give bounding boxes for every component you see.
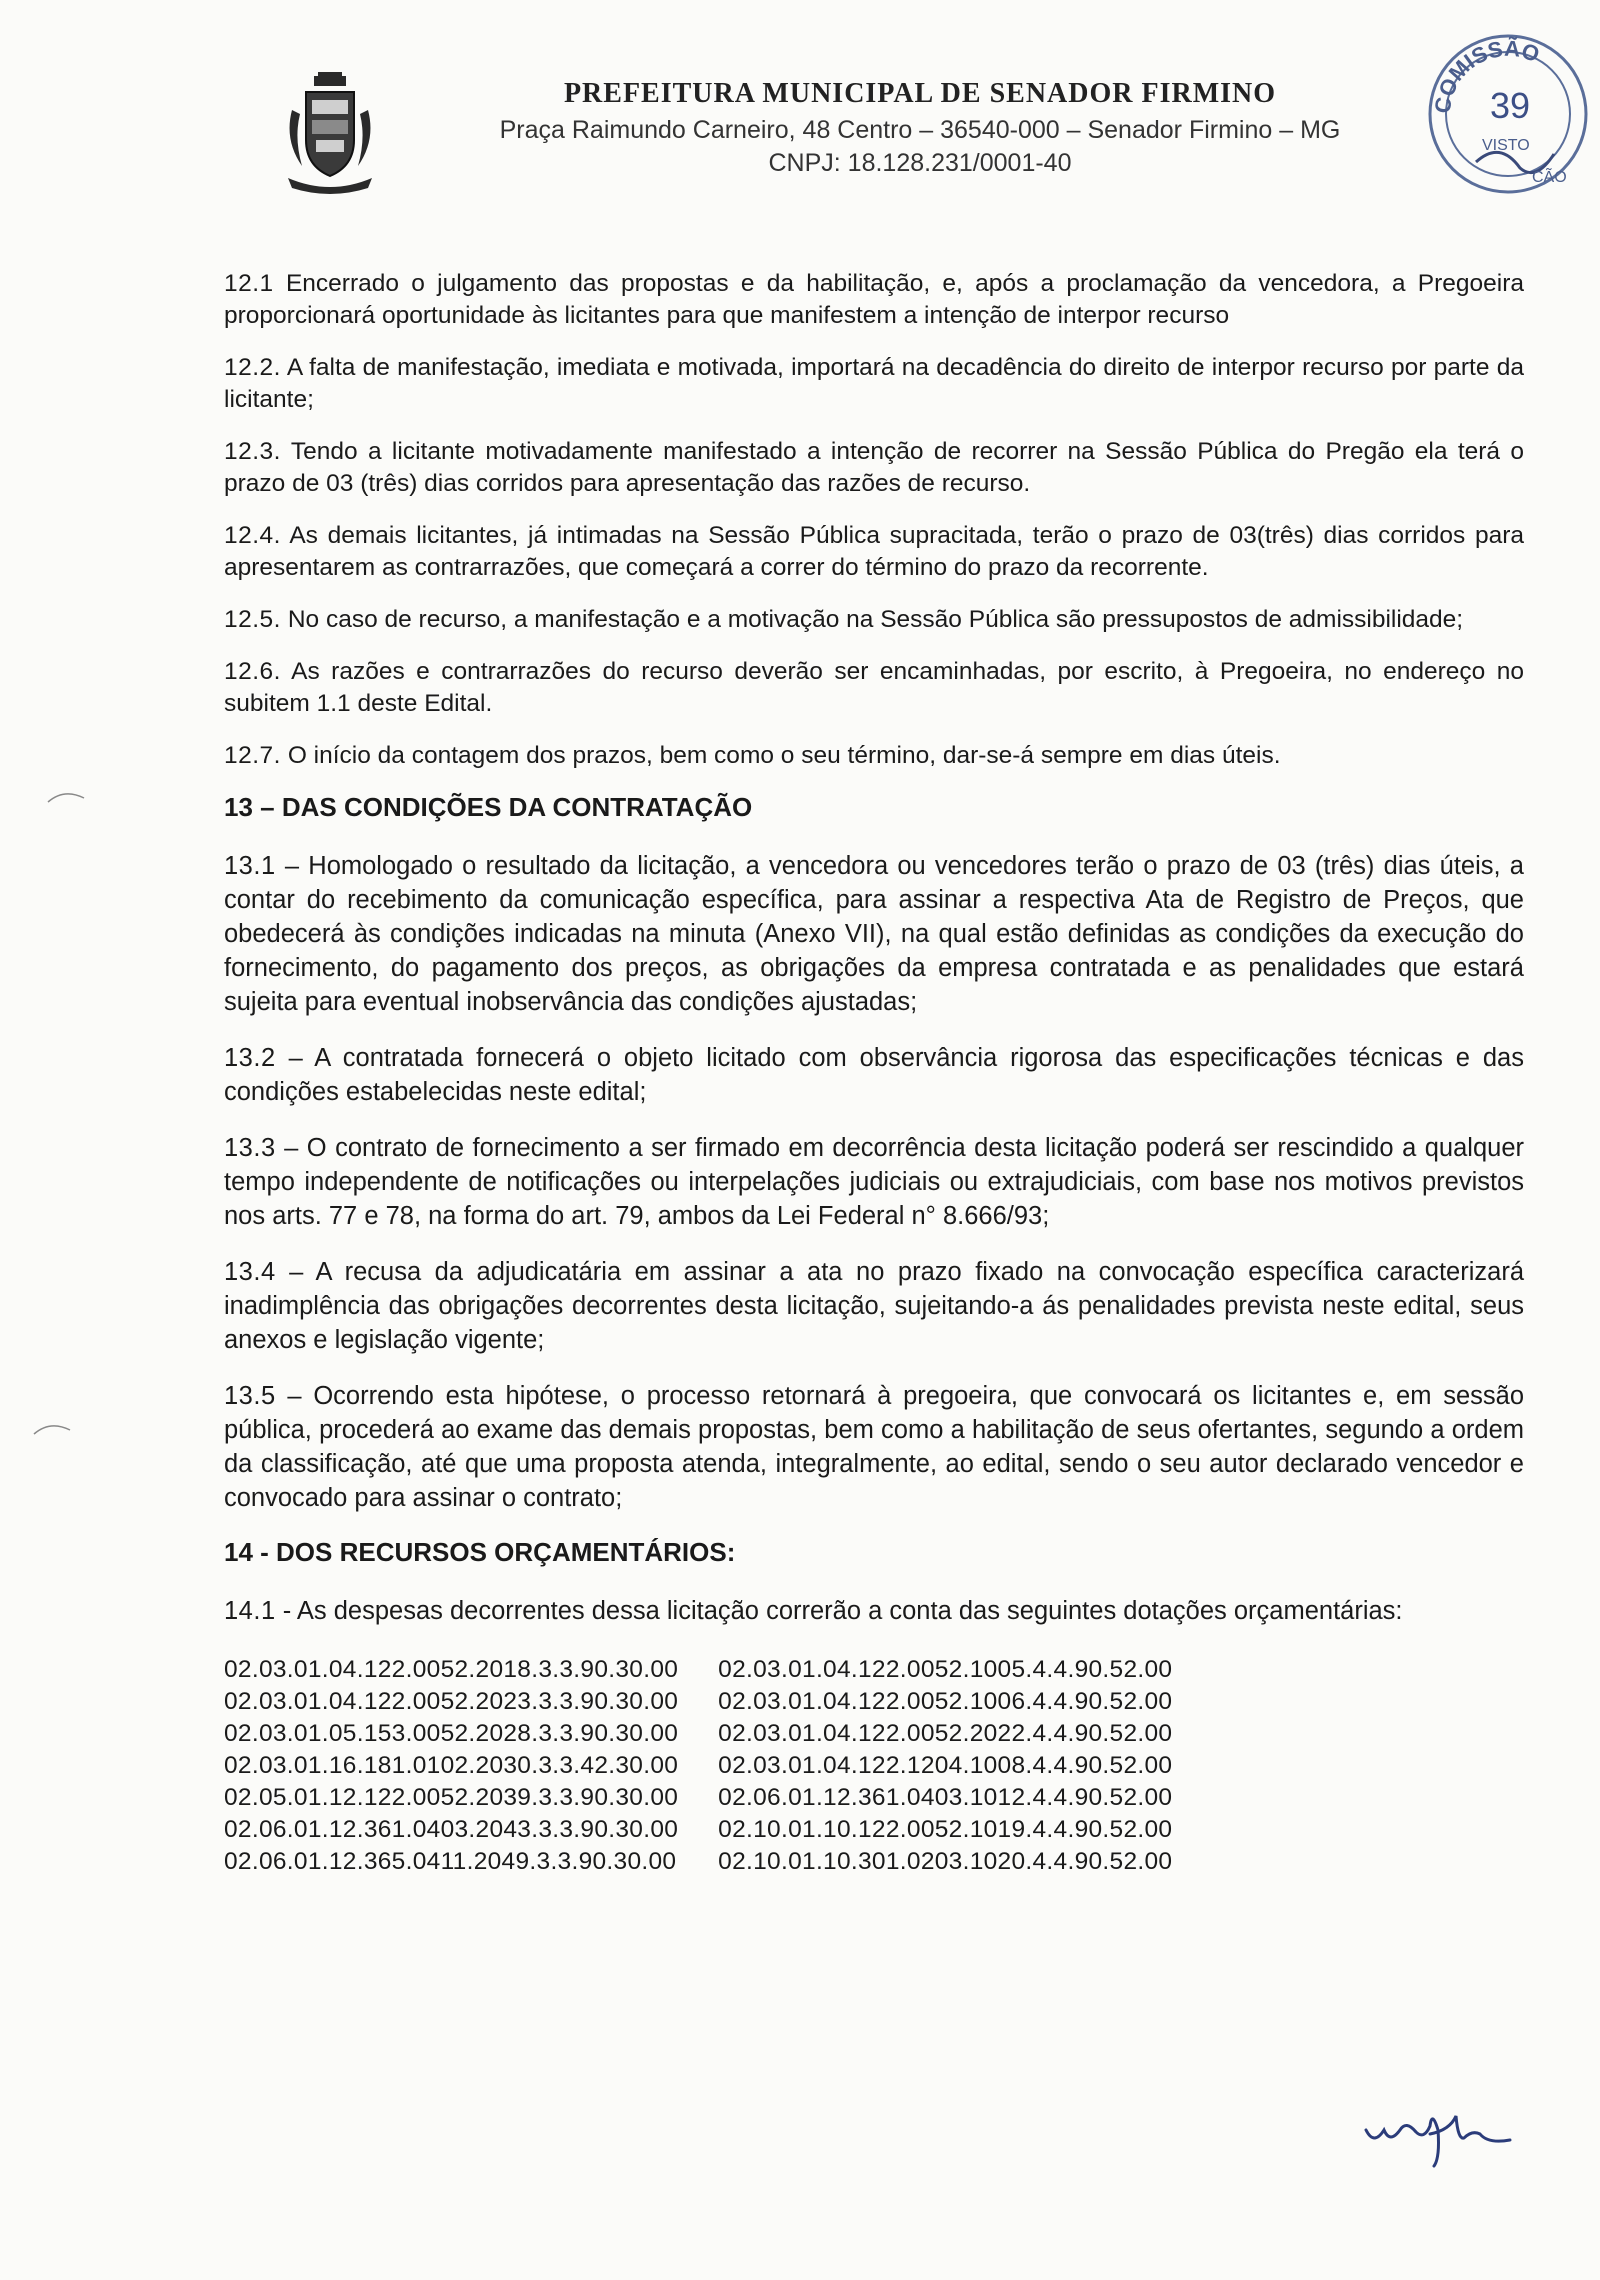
municipality-title: PREFEITURA MUNICIPAL DE SENADOR FIRMINO: [563, 78, 1277, 109]
commission-stamp-icon: [1420, 22, 1595, 207]
paragraph-13-5: 13.5 – Ocorrendo esta hipótese, o processo retornará à pregoeira, que convocará os licitantes e, em sessão pública, procederá ao exame das demais propostas, bem como a habilitação de seus ofertantes, segundo a ordem da classificação, até que uma proposta atenda, integralmente, ao edital, sendo o seu autor declarado vencedor e convocado para assinar o contrato;: [224, 1382, 1525, 1512]
paragraph-13-1: 13.1 – Homologado o resultado da licitação, a vencedora ou vencedores terão o prazo de 03 (três) dias úteis, a contar do recebimento da comunicação específica, para assinar a respectiva Ata de Registro de Preços, que obedecerá às condições indicadas na minuta (Anexo VII), na qual estão definidas as condições da execução do fornecimento, do pagamento dos preços, as obrigações da empresa contratada e as penalidades que estará sujeita para eventual inobservância das condições ajustadas;: [224, 852, 1524, 1016]
paragraph-13-3: 13.3 – O contrato de fornecimento a ser firmado em decorrência desta licitação poderá ser rescindido a qualquer tempo independente de notificações ou interpelações judiciais ou extrajudiciais, com base nos motivos previstos nos arts. 77 e 78, na forma do art. 79, ambos da Lei Federal n° 8.666/93;: [224, 1134, 1524, 1230]
dotation-item: 02.06.01.12.361.0403.2043.3.3.90.30.00: [224, 1816, 679, 1843]
margin-mark: [46, 786, 86, 806]
municipality-cnpj: CNPJ: 18.128.231/0001-40: [768, 149, 1072, 177]
stamp-bottom-text: CÃO: [1532, 169, 1567, 186]
handwritten-signature: [1360, 2100, 1520, 2170]
section-13-heading: 13 – DAS CONDIÇÕES DA CONTRATAÇÃO: [224, 792, 753, 822]
paragraph-12-1: 12.1 Encerrado o julgamento das propostas e da habilitação, e, após a proclamação da vencedora, a Pregoeira proporcionará oportunidade às licitantes para que manifestem a intenção de interpor recurso: [224, 270, 1524, 329]
document-body: [224, 268, 1524, 1878]
paragraph-14-1: 14.1 - As despesas decorrentes dessa licitação correrão a conta das seguintes dotações orçamentárias:: [224, 1597, 1403, 1625]
stamp-top-text: COMISSÃO: [1429, 35, 1543, 115]
dotation-item: 02.03.01.04.122.0052.1005.4.4.90.52.00: [718, 1656, 1173, 1683]
dotations-right-column: [718, 1654, 1172, 1878]
margin-mark: [32, 1418, 72, 1438]
dotation-item: 02.03.01.04.122.0052.1006.4.4.90.52.00: [718, 1688, 1173, 1715]
dotations-left-column: [224, 1654, 678, 1878]
dotation-item: 02.06.01.12.361.0403.1012.4.4.90.52.00: [718, 1784, 1173, 1811]
paragraph-13-2: 13.2 – A contratada fornecerá o objeto licitado com observância rigorosa das especificações técnicas e das condições estabelecidas neste edital;: [224, 1044, 1524, 1106]
paragraph-12-2: 12.2. A falta de manifestação, imediata e motivada, importará na decadência do direito de interpor recurso por parte da licitante;: [224, 354, 1524, 413]
dotations-list: [224, 1654, 1524, 1878]
dotation-item: 02.10.01.10.301.0203.1020.4.4.90.52.00: [718, 1848, 1173, 1875]
paragraph-12-6: 12.6. As razões e contrarrazões do recurso deverão ser encaminhadas, por escrito, à Pregoeira, no endereço no subitem 1.1 deste Edital.: [224, 658, 1524, 717]
paragraph-12-5: 12.5. No caso de recurso, a manifestação e a motivação na Sessão Pública são pressupostos de admissibilidade;: [224, 606, 1464, 633]
paragraph-12-4: 12.4. As demais licitantes, já intimadas na Sessão Pública supracitada, terão o prazo de 03(três) dias corridos para apresentarem as contrarrazões, que começará a correr do término do prazo da recorrente.: [224, 522, 1524, 581]
dotation-item: 02.03.01.04.122.1204.1008.4.4.90.52.00: [718, 1752, 1173, 1779]
paragraph-13-4: 13.4 – A recusa da adjudicatária em assinar a ata no prazo fixado na convocação específica caracterizará inadimplência das obrigações decorrentes desta licitação, sujeitando-a ás penalidades prevista neste edital, seus anexos e legislação vigente;: [224, 1258, 1524, 1354]
stamp-number: 39: [1490, 85, 1531, 126]
stamp-visto: VISTO: [1482, 137, 1530, 154]
dotation-item: 02.05.01.12.122.0052.2039.3.3.90.30.00: [224, 1784, 679, 1811]
letterhead: [420, 78, 1420, 178]
dotation-item: 02.03.01.16.181.0102.2030.3.3.42.30.00: [224, 1752, 679, 1779]
municipal-crest-icon: [280, 70, 380, 200]
dotation-item: 02.03.01.05.153.0052.2028.3.3.90.30.00: [224, 1720, 679, 1747]
dotation-item: 02.03.01.04.122.0052.2022.4.4.90.52.00: [718, 1720, 1173, 1747]
dotation-item: 02.10.01.10.122.0052.1019.4.4.90.52.00: [718, 1816, 1173, 1843]
dotation-item: 02.03.01.04.122.0052.2018.3.3.90.30.00: [224, 1656, 679, 1683]
paragraph-12-7: 12.7. O início da contagem dos prazos, bem como o seu término, dar-se-á sempre em dias úteis.: [224, 742, 1281, 769]
dotation-item: 02.06.01.12.365.0411.2049.3.3.90.30.00: [224, 1848, 677, 1875]
section-14-heading: 14 - DOS RECURSOS ORÇAMENTÁRIOS:: [224, 1537, 736, 1567]
municipality-address: Praça Raimundo Carneiro, 48 Centro – 36540-000 – Senador Firmino – MG: [499, 116, 1341, 144]
dotation-item: 02.03.01.04.122.0052.2023.3.3.90.30.00: [224, 1688, 679, 1715]
paragraph-12-3: 12.3. Tendo a licitante motivadamente manifestado a intenção de recorrer na Sessão Pública do Pregão ela terá o prazo de 03 (três) dias corridos para apresentação das razões de recurso.: [224, 438, 1524, 497]
